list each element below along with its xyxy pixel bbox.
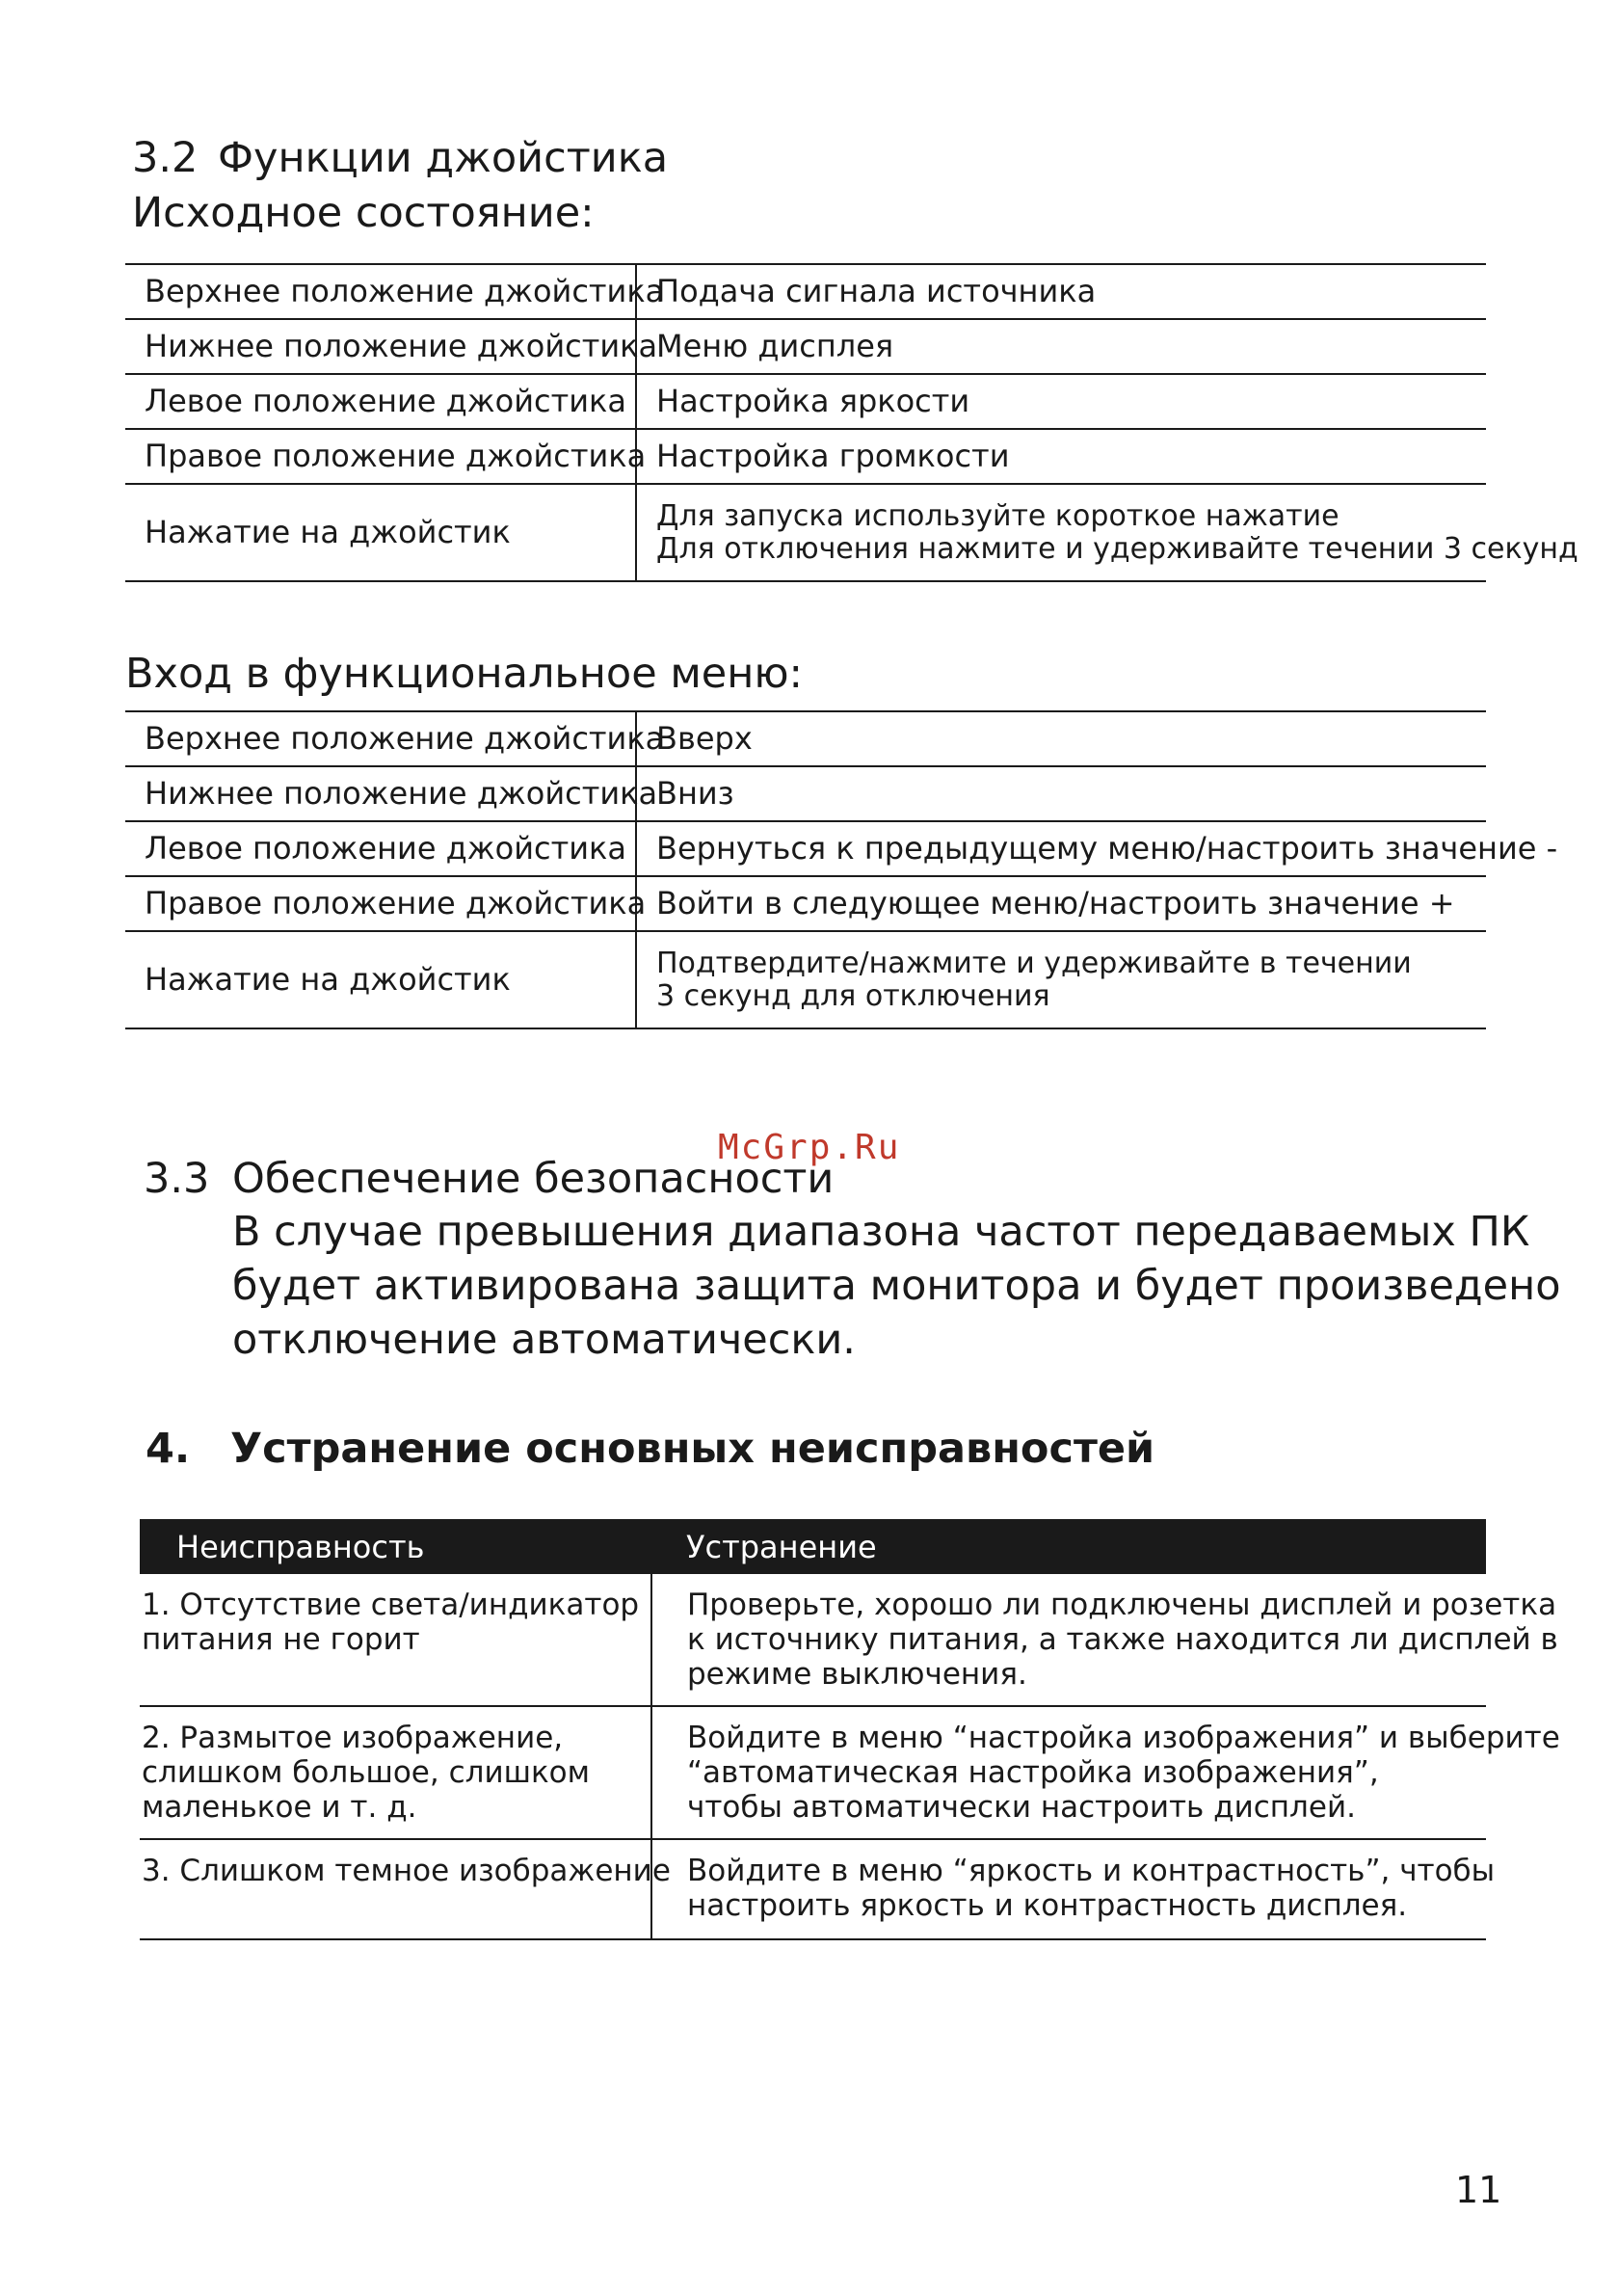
table-row — [125, 429, 1486, 484]
section-4-number: 4. — [146, 1425, 191, 1473]
action-line: Подтвердите/нажмите и удерживайте в течении — [656, 946, 1412, 980]
table-header-row — [140, 1519, 1486, 1574]
problem-cell — [140, 1574, 651, 1706]
solution-line: “автоматическая настройка изображения”, — [687, 1755, 1379, 1790]
body-line: отключение автоматически. — [232, 1316, 856, 1364]
section-3-2-number: 3.2 — [132, 134, 199, 182]
solution-line: настроить яркость и контрастность дисплея. — [687, 1888, 1408, 1923]
solution-cell — [651, 1839, 1496, 1939]
troubleshooting-table — [140, 1519, 1560, 1940]
action-cell: Вернуться к предыдущему меню/настроить значение - — [636, 821, 1486, 876]
initial-state-heading: Исходное состояние: — [132, 189, 595, 237]
body-line: будет активирована защита монитора и будет произведено — [232, 1262, 1561, 1310]
problem-line: маленькое и т. д. — [142, 1790, 417, 1825]
watermark: McGrp.Ru — [718, 1128, 901, 1167]
section-3-2-title: Функции джойстика — [218, 134, 669, 182]
position-cell: Нижнее положение джойстика — [125, 766, 636, 821]
solution-line: режиме выключения. — [687, 1657, 1027, 1692]
table-row — [125, 264, 1486, 319]
problem-line: 2. Размытое изображение, — [142, 1721, 564, 1755]
solution-line: к источнику питания, а также находится ли дисплей в — [687, 1622, 1558, 1657]
solution-line: Войдите в меню “настройка изображения” и выберите — [687, 1721, 1560, 1755]
action-cell — [636, 484, 1578, 581]
solution-line: чтобы автоматически настроить дисплей. — [687, 1790, 1356, 1825]
position-cell: Левое положение джойстика — [125, 821, 636, 876]
position-cell: Верхнее положение джойстика — [125, 264, 636, 319]
action-cell: Настройка яркости — [636, 374, 1486, 429]
action-cell: Вниз — [636, 766, 1486, 821]
table-row — [140, 1706, 1486, 1839]
action-cell: Вверх — [636, 711, 1486, 766]
solution-line: Проверьте, хорошо ли подключены дисплей и розетка — [687, 1588, 1557, 1622]
table-row — [125, 931, 1486, 1028]
action-cell: Меню дисплея — [636, 319, 1486, 374]
table-row — [125, 319, 1486, 374]
body-line: В случае превышения диапазона частот передаваемых ПК — [232, 1208, 1530, 1256]
solution-cell — [651, 1706, 1560, 1839]
action-cell: Войти в следующее меню/настроить значение + — [636, 876, 1486, 931]
action-line: Для запуска используйте короткое нажатие — [656, 498, 1339, 533]
action-line: 3 секунд для отключения — [656, 978, 1050, 1013]
table-row — [125, 484, 1486, 581]
table-row — [125, 876, 1486, 931]
problem-line: 3. Слишком темное изображение — [142, 1854, 671, 1888]
position-cell: Нажатие на джойстик — [125, 484, 636, 581]
table-row — [125, 766, 1486, 821]
menu-heading: Вход в функциональное меню: — [125, 650, 804, 698]
problem-line: 1. Отсутствие света/индикатор — [142, 1588, 640, 1622]
position-cell: Верхнее положение джойстика — [125, 711, 636, 766]
problem-cell — [140, 1706, 651, 1839]
header-solution: Устранение — [651, 1519, 1486, 1574]
action-cell: Подача сигнала источника — [636, 264, 1486, 319]
position-cell: Нажатие на джойстик — [125, 931, 636, 1028]
section-3-3-title: Обеспечение безопасности — [232, 1155, 835, 1203]
table-row — [140, 1574, 1486, 1706]
section-3-3-body — [232, 1205, 1561, 1367]
solution-line: Войдите в меню “яркость и контрастность”, чтобы — [687, 1854, 1496, 1888]
section-4-title: Устранение основных неисправностей — [230, 1425, 1155, 1473]
position-cell: Правое положение джойстика — [125, 429, 636, 484]
action-line: Для отключения нажмите и удерживайте течении 3 секунд — [656, 531, 1578, 566]
position-cell: Левое положение джойстика — [125, 374, 636, 429]
initial-state-table — [125, 263, 1578, 582]
problem-line: питания не горит — [142, 1622, 420, 1657]
table-row — [125, 821, 1486, 876]
table-row — [140, 1839, 1486, 1939]
position-cell: Нижнее положение джойстика — [125, 319, 636, 374]
page-number: 11 — [1455, 2169, 1502, 2211]
problem-line: слишком большое, слишком — [142, 1755, 591, 1790]
position-cell: Правое положение джойстика — [125, 876, 636, 931]
solution-cell — [651, 1574, 1558, 1706]
menu-table — [125, 710, 1558, 1029]
section-3-2-heading — [132, 131, 668, 185]
action-cell: Настройка громкости — [636, 429, 1486, 484]
section-4-heading — [146, 1422, 1154, 1476]
action-cell — [636, 931, 1486, 1028]
header-problem: Неисправность — [140, 1519, 651, 1574]
section-3-3-number: 3.3 — [144, 1155, 210, 1203]
problem-cell — [140, 1839, 671, 1939]
table-row — [125, 711, 1486, 766]
table-row — [125, 374, 1486, 429]
